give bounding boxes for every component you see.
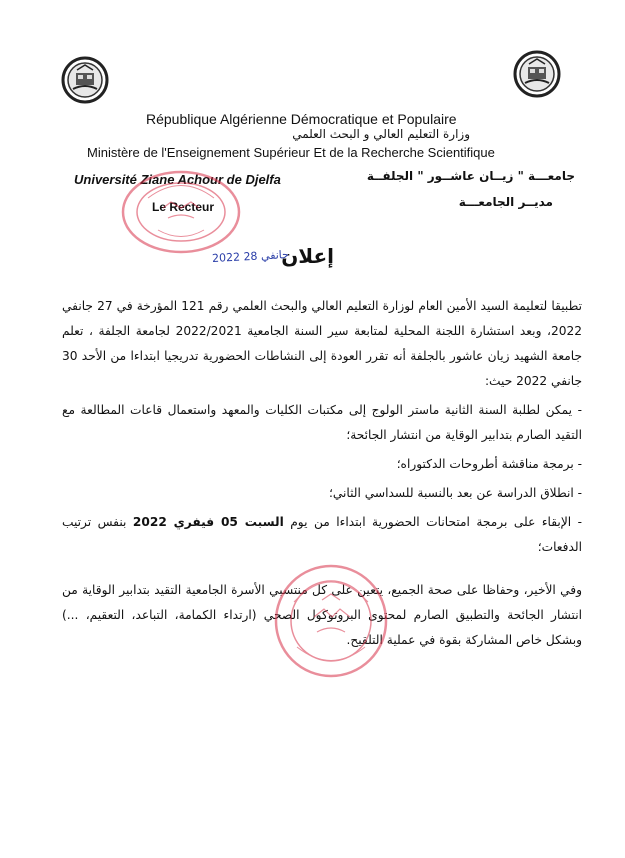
page-title: إعلان	[281, 244, 334, 268]
paragraph-closing: وفي الأخير، وحفاظا على صحة الجميع، يتعين على كل منتسبي الأسرة الجامعية التقيد بتدابير الوقاية من انتشار الجائحة والتطبيق الصارم لمحتوى البروتوكول الصحي (ارتداء الكمامة، التباعد، التعقيم، ...) وبشكل خاص المشاركة بقوة في عملية التلقيح.	[62, 583, 582, 647]
university-emblem-icon	[61, 56, 109, 104]
list-item: - يمكن لطلبة السنة الثانية ماستر الولوج إلى مكتبات الكليات والمعهد واستعمال قاعات المطالعة مع التقيد الصارم بتدابير الوقاية من انتشار الجائحة؛	[62, 403, 582, 442]
list-item: - انطلاق الدراسة عن بعد بالنسبة للسداسي الثاني؛	[328, 486, 582, 500]
university-emblem-icon	[513, 50, 561, 98]
rector-label: Le Recteur	[152, 200, 215, 214]
director-label-arabic: مديــر الجامعـــة	[458, 195, 553, 209]
list-item	[62, 510, 582, 560]
exam-date: السبت 05 فيفري 2022	[132, 515, 284, 529]
announcement-body	[62, 294, 582, 653]
list-item: - برمجة مناقشة أطروحات الدكتوراه؛	[396, 457, 582, 471]
university-name-french: Université Ziane Achour de Djelfa	[74, 172, 281, 187]
paragraph-intro: تطبيقا لتعليمة السيد الأمين العام لوزارة التعليم العالي والبحث العلمي رقم 121 المؤرخة في 27 جانفي 2022، وبعد استشارة اللجنة المحلية لمتابعة سير السنة الجامعية 2022/2021 لجامعة الجلفة ، تعلم جامعة الشهيد زيان عاشور بالجلفة أنه تقرر العودة إلى النشاطات الحضورية تدريجيا ابتداءا من الأحد 30 جانفي 2022 حيث:	[62, 299, 582, 388]
ministry-french: Ministère de l'Enseignement Supérieur Et de la Recherche Scientifique	[87, 145, 495, 160]
university-name-arabic: جامعـــة " زيــان عاشــور " الجلفــة	[366, 169, 575, 183]
list-item-text: - الإبقاء على برمجة امتحانات الحضورية ابتداءا من يوم	[290, 515, 583, 529]
republic-heading: République Algérienne Démocratique et Populaire	[146, 111, 457, 127]
ministry-arabic: وزارة التعليم العالي و البحث العلمي	[292, 127, 470, 141]
date-stamp: 2022 جانفي 28	[211, 247, 290, 266]
list-item-text: بنفس ترتيب الدفعات؛	[62, 515, 582, 554]
